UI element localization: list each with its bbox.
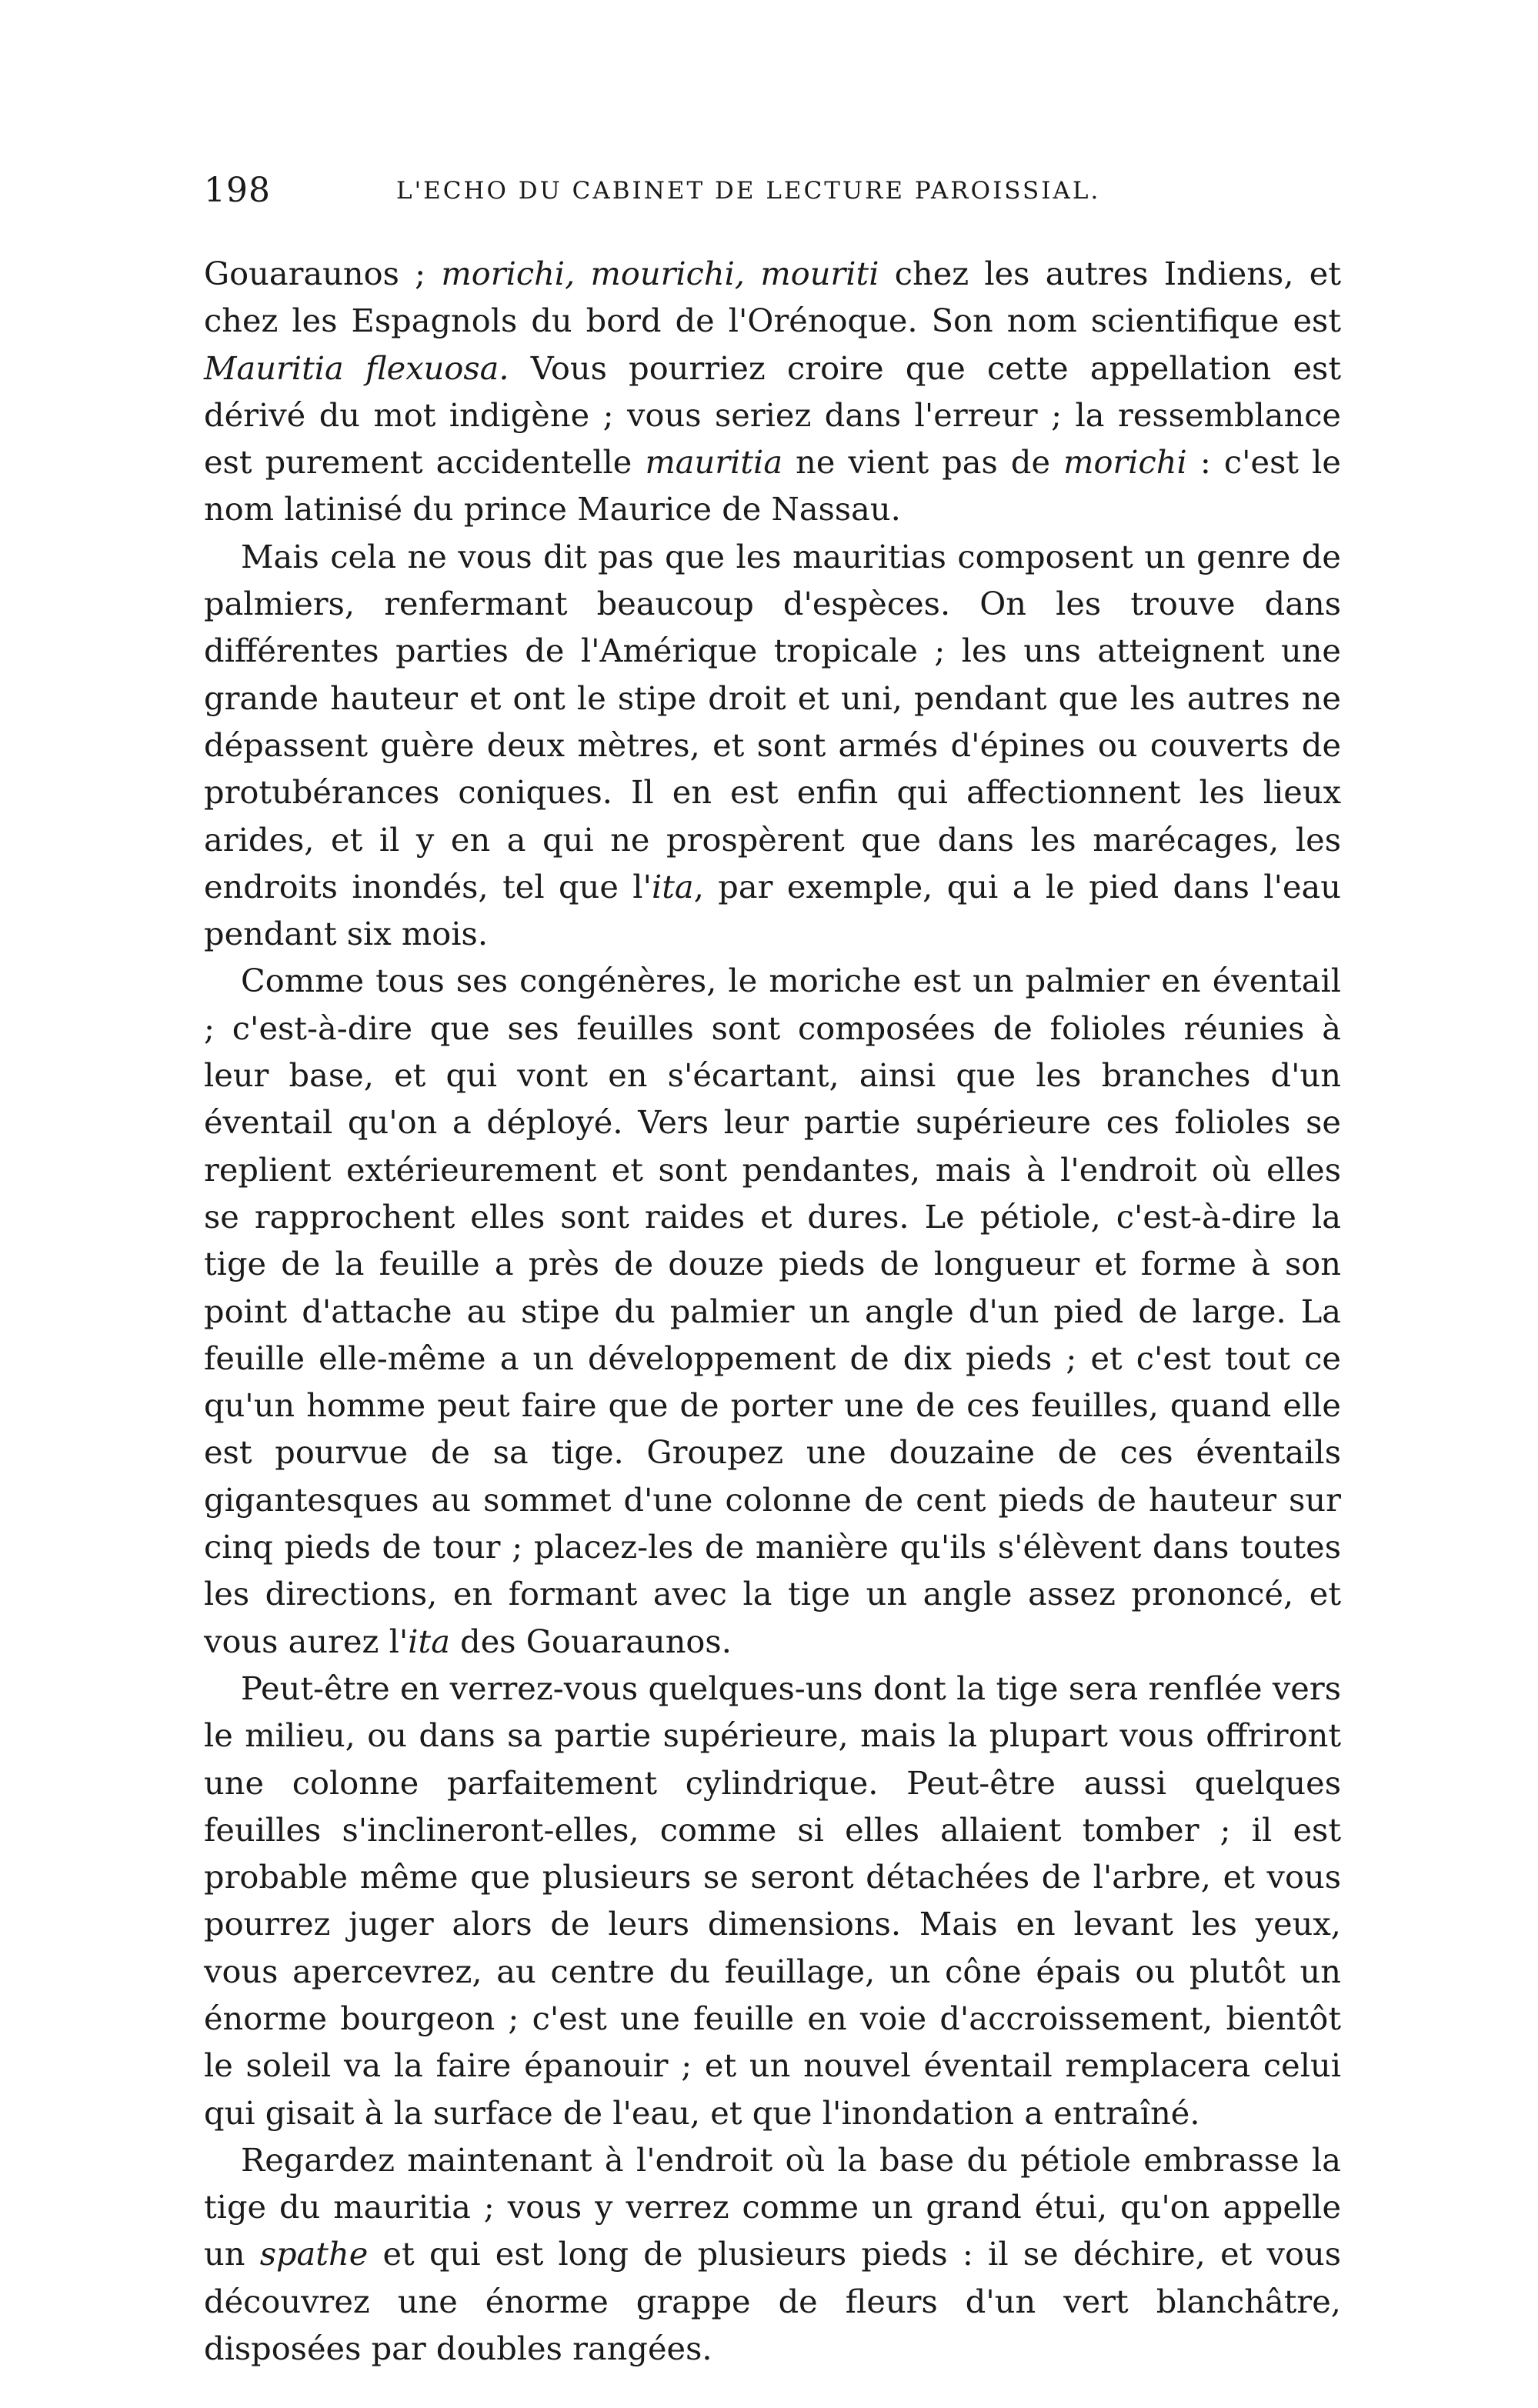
running-title: L'ECHO DU CABINET DE LECTURE PAROISSIAL. — [396, 177, 1101, 205]
italic-term: ita — [408, 1622, 450, 1660]
text-run: Mais cela ne vous dit pas que les mauritias composent un genre de palmiers, renfermant beaucoup d'espèces. On les trouve dans différentes parties de l'Amérique tropicale ; les uns atteignent une grande hauteur et ont le stipe droit et uni, pendant que les autres ne dépassent guère deux mètres, et sont armés d'épines ou couverts de protubérances coniques. Il en est enfin qui affectionnent les lieux arides, et il y en a qui ne prospèrent que dans les marécages, les endroits inondés, tel que l' — [204, 537, 1341, 906]
paragraph — [204, 957, 1341, 1664]
italic-term: morichi — [1063, 443, 1187, 482]
italic-term: ita — [651, 867, 694, 906]
text-run: , par exemple, qui a le pied dans l'eau pendant six mois. — [204, 867, 1342, 953]
paragraph-continuation — [204, 250, 1341, 533]
paragraph — [204, 1665, 1341, 2136]
text-run: Gouaraunos ; — [204, 255, 442, 292]
text-run: et qui est long de plusieurs pieds : il se déchire, et vous découvrez une énorme grappe de fleurs d'un vert blanchâtre, disposées par doubles rangées. — [204, 2235, 1341, 2368]
text-run: des Gouaraunos. — [449, 1622, 732, 1660]
text-run: : c'est le nom latinisé du prince Maurice de Nassau. — [204, 443, 1341, 529]
paragraph — [204, 533, 1341, 958]
body-text — [204, 250, 1341, 2372]
text-run: chez les autres Indiens, et chez les Espagnols du bord de l'Orénoque. Son nom scientifique est — [204, 255, 1341, 340]
text-run: ne vient pas de — [782, 443, 1064, 482]
italic-term: spathe — [259, 2235, 369, 2273]
text-run: Regardez maintenant à l'endroit où la base du pétiole embrasse la tige du mauritia ; vous y verrez comme un grand étui, qu'on appelle un — [204, 2140, 1341, 2273]
italic-term: mauritia — [645, 443, 783, 482]
paragraph — [204, 2136, 1341, 2372]
page-header — [204, 171, 1343, 225]
page-number: 198 — [204, 171, 271, 210]
text-run: Comme tous ses congénères, le moriche est un palmier en éventail ; c'est-à-dire que ses feuilles sont composées de folioles réunies à leur base, et qui vont en s'écartant, ainsi que les branches d'un éventail qu'on a déployé. Vers leur partie supérieure ces folioles se replient extérieurement et sont pendantes, mais à l'endroit où elles se rapprochent elles sont raides et dures. Le pétiole, c'est-à-dire la tige de la feuille a près de douze pieds de longueur et forme à son point d'attache au stipe du palmier un angle d'un pied de large. La feuille elle-même a un développement de dix pieds ; et c'est tout ce qu'un homme peut faire que de porter une de ces feuilles, quand elle est pourvue de sa tige. Groupez une douzaine de ces éventails gigantesques au sommet d'une colonne de cent pieds de hauteur sur cinq pieds de tour ; placez-les de manière qu'ils s'élèvent dans toutes les directions, en formant avec la tige un angle assez prononcé, et vous aurez l' — [204, 962, 1341, 1660]
text-run: Peut-être en verrez-vous quelques-uns dont la tige sera renflée vers le milieu, ou dans sa partie supérieure, mais la plupart vous offriront une colonne parfaitement cylindrique. Peut-être aussi quelques feuilles s'inclineront-elles, comme si elles allaient tomber ; il est probable même que plusieurs se seront détachées de l'arbre, et vous pourrez juger alors de leurs dimensions. Mais en levant les yeux, vous apercevrez, au centre du feuillage, un cône épais ou plutôt un énorme bourgeon ; c'est une feuille en voie d'accroissement, bientôt le soleil va la faire épanouir ; et un nouvel éventail remplacera celui qui gisait à la surface de l'eau, et que l'inondation a entraîné. — [204, 1669, 1341, 2132]
text-run: Vous pourriez croire que cette appellation est dérivé du mot indigène ; vous seriez dans l'erreur ; la ressemblance est purement accidentelle — [204, 349, 1342, 482]
italic-term: Mauritia flexuosa. — [204, 349, 509, 387]
italic-term: morichi, mourichi, mouriti — [441, 255, 879, 292]
